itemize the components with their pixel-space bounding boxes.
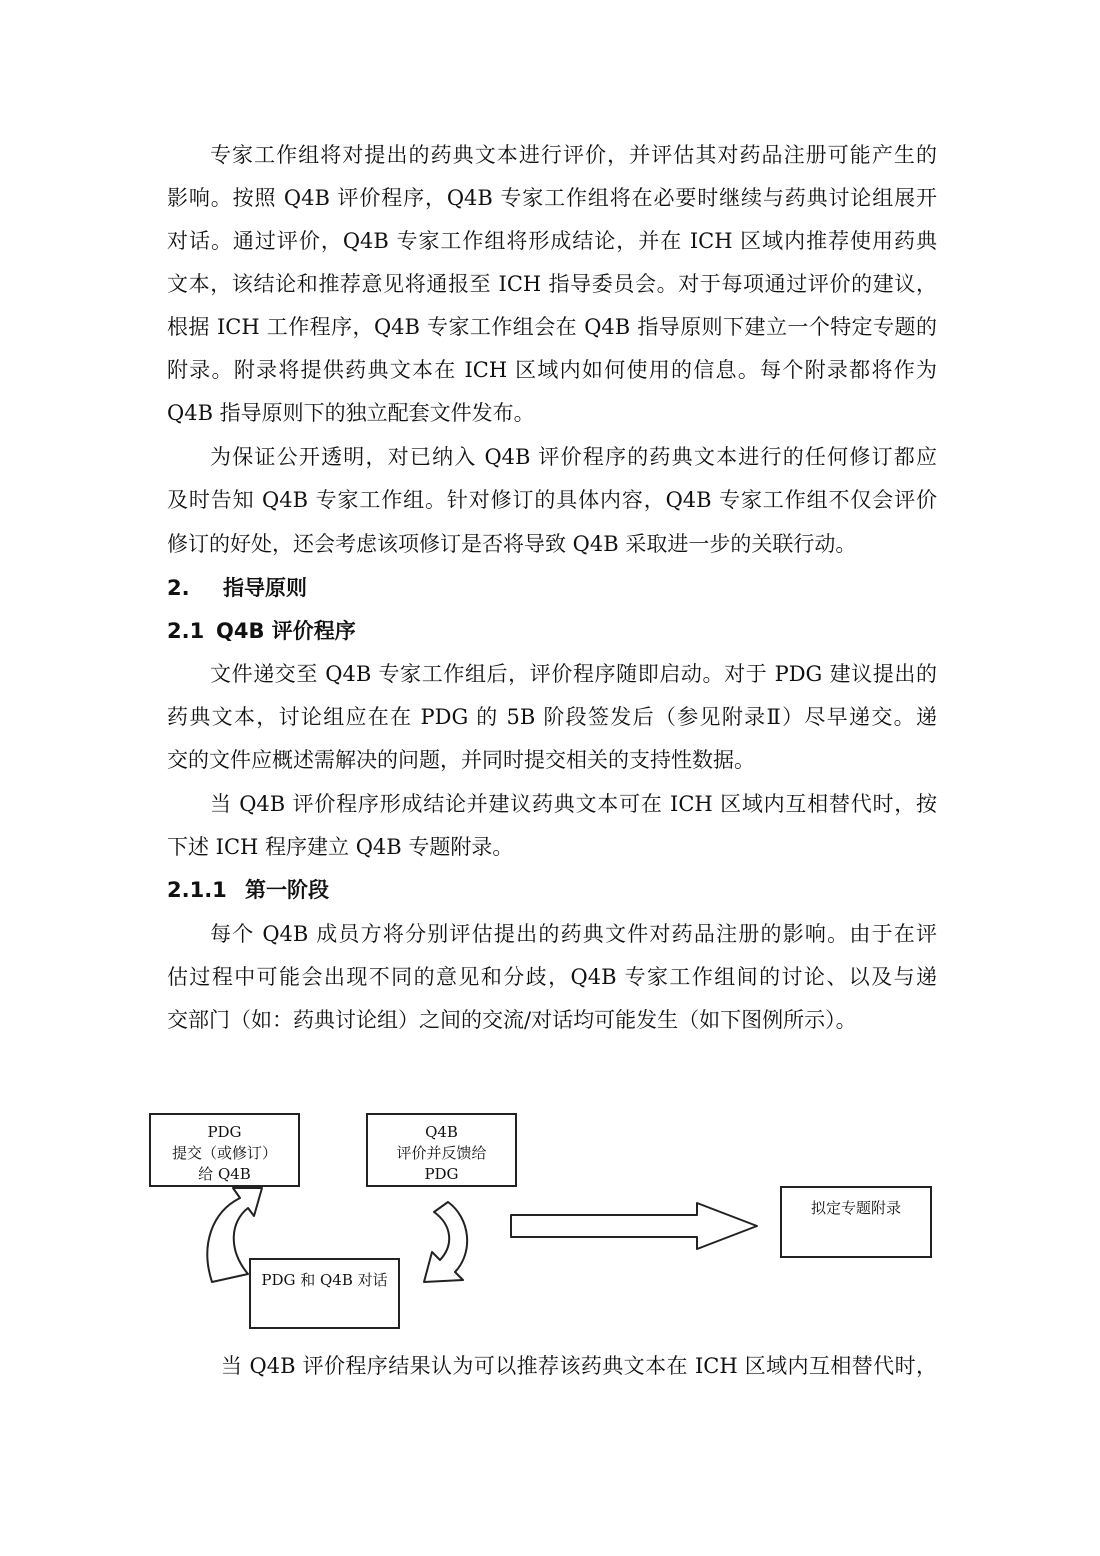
box-line: 提交（或修订） — [171, 1144, 277, 1162]
paragraph-1-line-6: 附录。附录将提供药典文本在 ICH 区域内如何使用的信息。每个附录都将作为 — [167, 358, 937, 382]
paragraph-1-line-1: 专家工作组将对提出的药典文本进行评价，并评估其对药品注册可能产生的 — [210, 143, 937, 167]
paragraph-6-line-1: 当 Q4B 评价程序结果认为可以推荐该药典文本在 ICH 区域内互相替代时， — [221, 1354, 937, 1378]
draft-annex-box — [780, 1186, 932, 1258]
pdg-q4b-dialog-box — [249, 1258, 400, 1329]
box-line: Q4B — [425, 1123, 458, 1141]
box-line: PDG — [207, 1123, 242, 1141]
paragraph-4-line-2: 下述 ICH 程序建立 Q4B 专题附录。 — [167, 835, 514, 859]
paragraph-1-line-7: Q4B 指导原则下的独立配套文件发布。 — [167, 401, 535, 425]
paragraph-5-line-3: 交部门（如：药典讨论组）之间的交流/对话均可能发生（如下图例所示）。 — [167, 1008, 857, 1032]
section-number: 2.1.1 — [167, 878, 227, 902]
paragraph-2-line-3: 修订的好处，还会考虑该项修订是否将导致 Q4B 采取进一步的关联行动。 — [167, 532, 857, 556]
paragraph-2-line-1: 为保证公开透明，对已纳入 Q4B 评价程序的药典文本进行的任何修订都应 — [210, 445, 937, 469]
box-line: 评价并反馈给 — [396, 1144, 487, 1162]
paragraph-1-line-2: 影响。按照 Q4B 评价程序，Q4B 专家工作组将在必要时继续与药典讨论组展开 — [167, 186, 937, 210]
section-number: 2. — [167, 576, 190, 600]
paragraph-4-line-1: 当 Q4B 评价程序形成结论并建议药典文本可在 ICH 区域内互相替代时，按 — [210, 792, 937, 816]
paragraph-3-line-1: 文件递交至 Q4B 专家工作组后，评价程序随即启动。对于 PDG 建议提出的 — [210, 662, 937, 686]
paragraph-5-line-1: 每个 Q4B 成员方将分别评估提出的药典文件对药品注册的影响。由于在评 — [210, 922, 937, 946]
curved-arrow-down-icon — [424, 1202, 467, 1282]
section-title: Q4B 评价程序 — [216, 619, 356, 643]
box-line: PDG 和 Q4B 对话 — [261, 1271, 388, 1289]
paragraph-3-line-2: 药典文本，讨论组应在在 PDG 的 5B 阶段签发后（参见附录Ⅱ）尽早递交。递 — [167, 705, 937, 729]
box-line: 给 Q4B — [198, 1165, 251, 1183]
box-line: 拟定专题附录 — [810, 1199, 901, 1217]
section-title: 第一阶段 — [245, 878, 329, 902]
paragraph-1-line-3: 对话。通过评价，Q4B 专家工作组将形成结论，并在 ICH 区域内推荐使用药典 — [167, 229, 937, 253]
paragraph-2-line-2: 及时告知 Q4B 专家工作组。针对修订的具体内容，Q4B 专家工作组不仅会评价 — [167, 488, 937, 512]
box-line: PDG — [424, 1165, 459, 1183]
q4b-evaluate-box — [366, 1113, 517, 1187]
paragraph-1-line-5: 根据 ICH 工作程序，Q4B 专家工作组会在 Q4B 指导原则下建立一个特定专题的 — [167, 315, 937, 339]
paragraph-1-line-4: 文本，该结论和推荐意见将通报至 ICH 指导委员会。对于每项通过评价的建议， — [167, 272, 937, 296]
paragraph-3-line-3: 交的文件应概述需解决的问题，并同时提交相关的支持性数据。 — [167, 748, 755, 772]
block-arrow-right-icon — [511, 1203, 757, 1249]
paragraph-5-line-2: 估过程中可能会出现不同的意见和分歧，Q4B 专家工作组间的讨论、以及与递 — [167, 965, 937, 989]
pdg-submit-box — [149, 1113, 300, 1187]
section-title: 指导原则 — [223, 576, 307, 600]
section-number: 2.1 — [167, 619, 205, 643]
